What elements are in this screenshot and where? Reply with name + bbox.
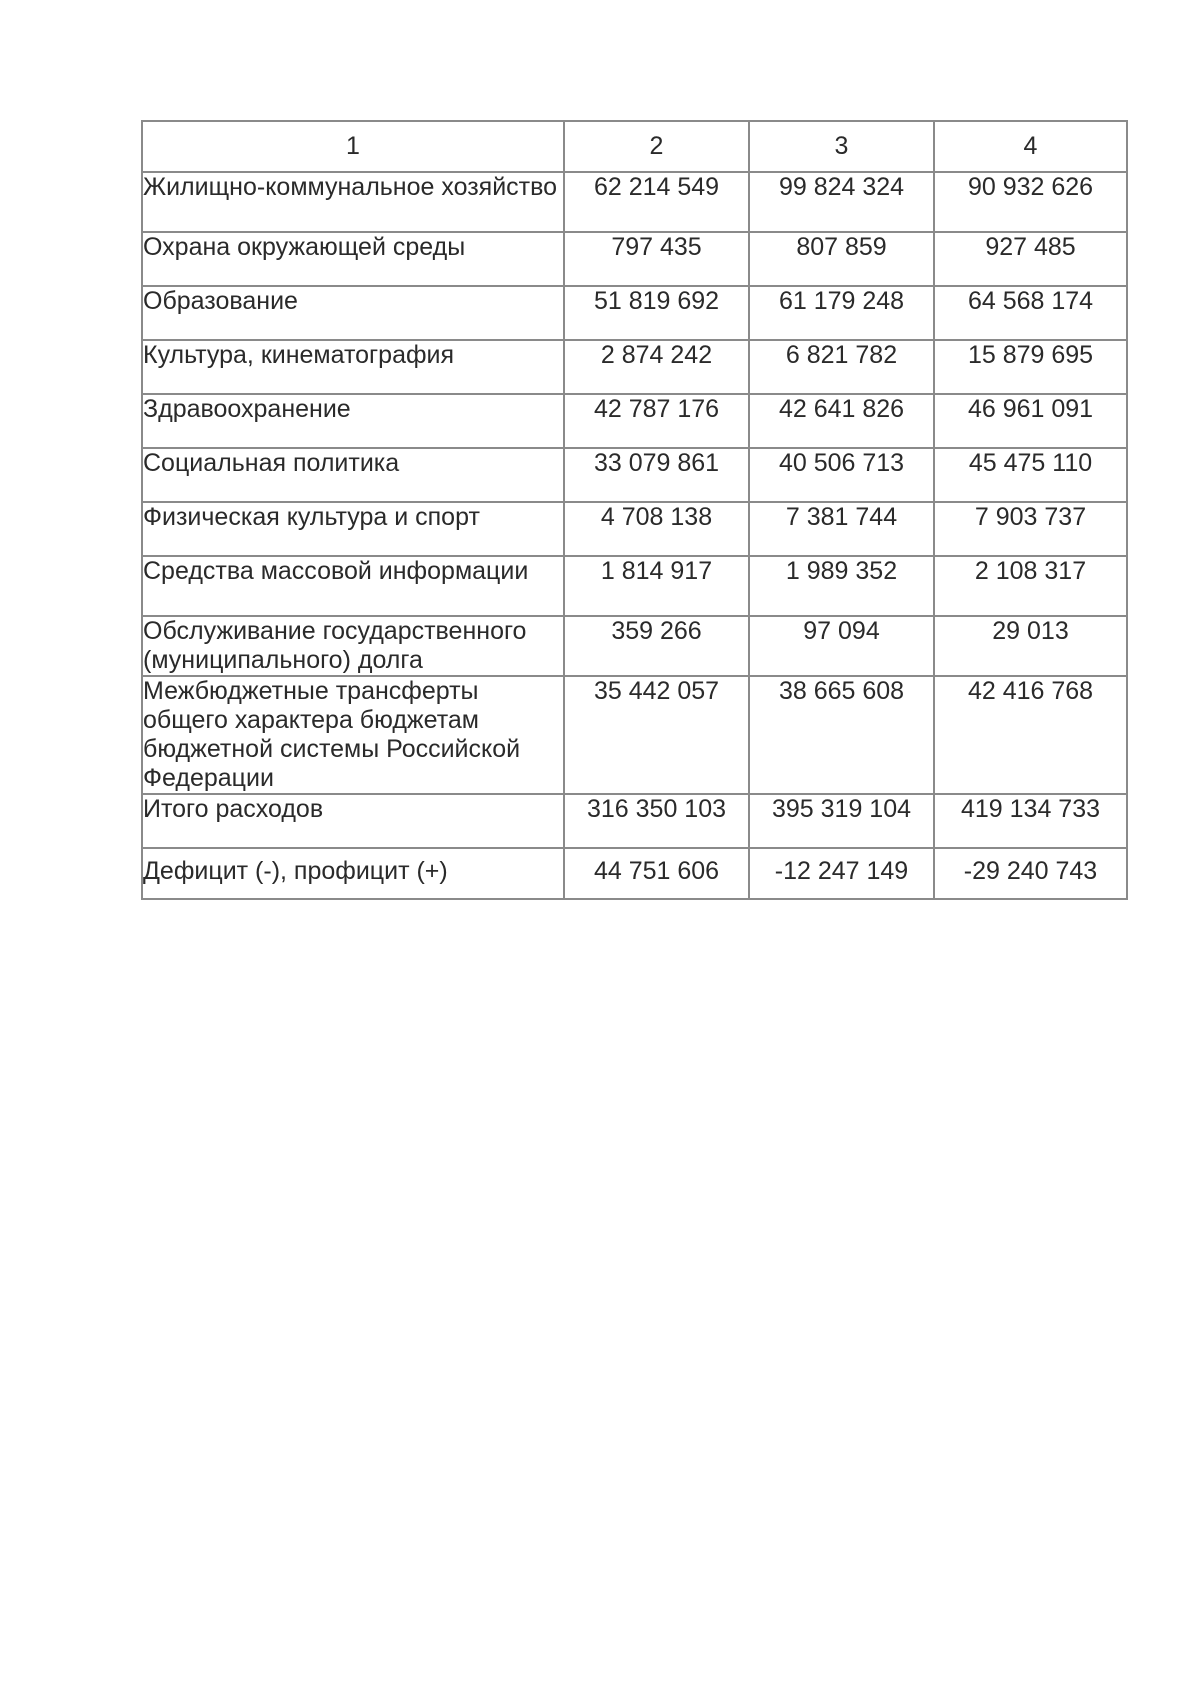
- budget-table: [141, 120, 1128, 900]
- row-value: 46 961 091: [934, 394, 1127, 448]
- row-value: 927 485: [934, 232, 1127, 286]
- row-value: 15 879 695: [934, 340, 1127, 394]
- row-label: Социальная политика: [142, 448, 564, 502]
- row-label: Дефицит (-), профицит (+): [142, 848, 564, 899]
- row-value: 42 416 768: [934, 676, 1127, 794]
- row-label: Жилищно-коммунальное хозяйство: [142, 172, 564, 232]
- row-value: 44 751 606: [564, 848, 749, 899]
- row-value: -29 240 743: [934, 848, 1127, 899]
- row-label: Образование: [142, 286, 564, 340]
- table-row: [142, 616, 1127, 676]
- table-row: [142, 676, 1127, 794]
- row-value: 45 475 110: [934, 448, 1127, 502]
- row-value: 797 435: [564, 232, 749, 286]
- table-row: [142, 340, 1127, 394]
- row-value: 99 824 324: [749, 172, 934, 232]
- column-header-2: 2: [564, 121, 749, 172]
- row-value: 419 134 733: [934, 794, 1127, 848]
- row-value: 316 350 103: [564, 794, 749, 848]
- table-row-balance: [142, 848, 1127, 899]
- row-value: 7 381 744: [749, 502, 934, 556]
- row-value: 51 819 692: [564, 286, 749, 340]
- row-label: Средства массовой информации: [142, 556, 564, 616]
- row-value: 6 821 782: [749, 340, 934, 394]
- row-value: 64 568 174: [934, 286, 1127, 340]
- table-row: [142, 502, 1127, 556]
- column-header-1: 1: [142, 121, 564, 172]
- row-value: 2 874 242: [564, 340, 749, 394]
- row-label: Межбюджетные трансферты общего характера бюджетам бюджетной системы Российской Федерации: [142, 676, 564, 794]
- table-row: [142, 232, 1127, 286]
- row-value: 29 013: [934, 616, 1127, 676]
- row-value: 7 903 737: [934, 502, 1127, 556]
- table-header-row: [142, 121, 1127, 172]
- row-value: 1 814 917: [564, 556, 749, 616]
- column-header-4: 4: [934, 121, 1127, 172]
- row-value: 90 932 626: [934, 172, 1127, 232]
- row-label: Физическая культура и спорт: [142, 502, 564, 556]
- row-label: Итого расходов: [142, 794, 564, 848]
- row-value: 97 094: [749, 616, 934, 676]
- row-label: Культура, кинематография: [142, 340, 564, 394]
- row-value: 40 506 713: [749, 448, 934, 502]
- row-label: Здравоохранение: [142, 394, 564, 448]
- row-label: Обслуживание государственного (муниципального) долга: [142, 616, 564, 676]
- table-row: [142, 394, 1127, 448]
- row-value: 42 787 176: [564, 394, 749, 448]
- row-value: 1 989 352: [749, 556, 934, 616]
- row-value: 807 859: [749, 232, 934, 286]
- row-value: 33 079 861: [564, 448, 749, 502]
- row-value: 2 108 317: [934, 556, 1127, 616]
- table-row-total: [142, 794, 1127, 848]
- row-value: 4 708 138: [564, 502, 749, 556]
- row-value: 42 641 826: [749, 394, 934, 448]
- row-value: 62 214 549: [564, 172, 749, 232]
- row-value: 38 665 608: [749, 676, 934, 794]
- table-row: [142, 556, 1127, 616]
- row-label: Охрана окружающей среды: [142, 232, 564, 286]
- row-value: 61 179 248: [749, 286, 934, 340]
- row-value: -12 247 149: [749, 848, 934, 899]
- column-header-3: 3: [749, 121, 934, 172]
- table-row: [142, 172, 1127, 232]
- row-value: 395 319 104: [749, 794, 934, 848]
- table-row: [142, 448, 1127, 502]
- table-row: [142, 286, 1127, 340]
- row-value: 35 442 057: [564, 676, 749, 794]
- row-value: 359 266: [564, 616, 749, 676]
